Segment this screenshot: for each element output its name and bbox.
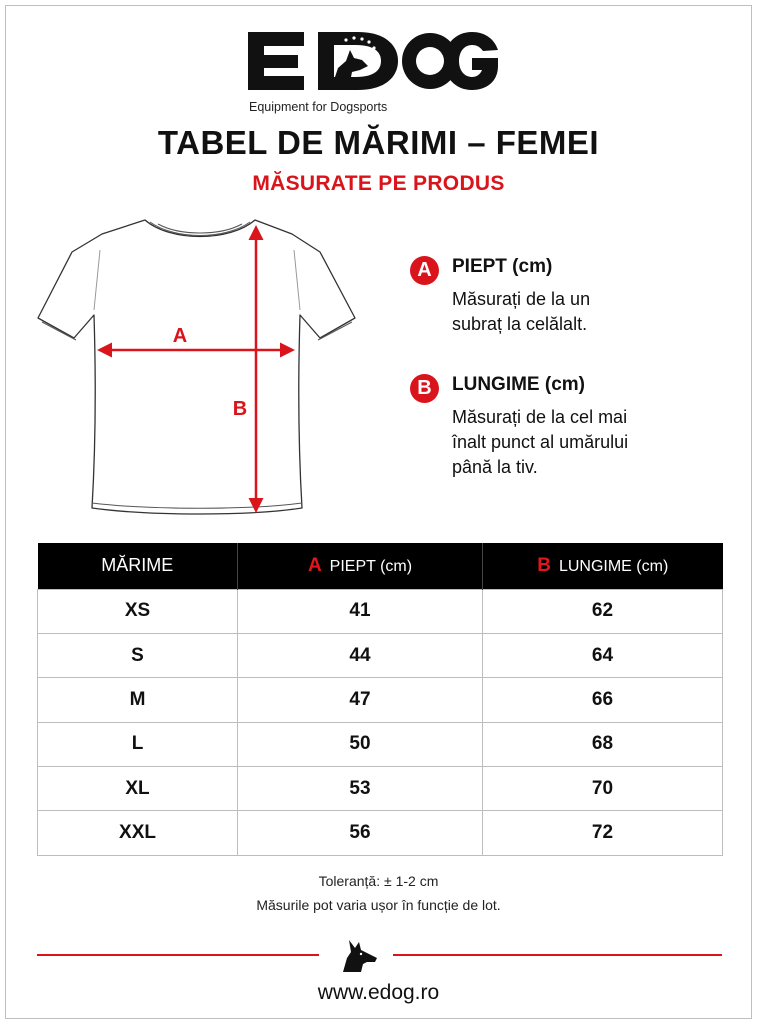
header-length: B LUNGIME (cm) (483, 543, 723, 589)
footer-divider-right (393, 954, 722, 956)
cell-chest: 56 (238, 811, 483, 855)
legend-line: Măsurați de la cel mai (452, 407, 628, 427)
cell-length: 62 (483, 589, 723, 633)
table-row (38, 678, 723, 722)
legend-marker-a: A (410, 256, 439, 285)
table-row (38, 811, 723, 855)
size-table (37, 543, 723, 856)
table-row (38, 633, 723, 677)
diagram-label-b: B (232, 398, 248, 420)
page-subtitle: MĂSURATE PE PRODUS (252, 172, 505, 195)
cell-size: XL (38, 767, 238, 811)
logo-tagline: Equipment for Dogsports (249, 100, 388, 114)
cell-length: 72 (483, 811, 723, 855)
cell-size: S (38, 633, 238, 677)
dog-head-icon (335, 934, 379, 974)
cell-chest: 50 (238, 722, 483, 766)
cell-length: 66 (483, 678, 723, 722)
cell-size: L (38, 722, 238, 766)
header-size: MĂRIME (38, 543, 238, 589)
cell-length: 68 (483, 722, 723, 766)
cell-chest: 41 (238, 589, 483, 633)
legend-line: Măsurați de la un (452, 289, 591, 309)
cell-size: M (38, 678, 238, 722)
diagram-label-a: A (172, 325, 188, 347)
footer-divider-left (37, 954, 319, 956)
legend-title-length: LUNGIME (cm) (452, 374, 585, 395)
page-title: TABEL DE MĂRIMI – FEMEI (157, 124, 600, 161)
legend-line: înalt punct al umărului (452, 432, 629, 452)
cell-chest: 47 (238, 678, 483, 722)
legend-line: până la tiv. (452, 457, 538, 477)
cell-length: 70 (483, 767, 723, 811)
legend-line: subraț la celălalt. (452, 314, 588, 334)
header-marker-b: B (537, 554, 551, 576)
cell-chest: 53 (238, 767, 483, 811)
website-url[interactable]: www.edog.ro (317, 981, 440, 1004)
legend-title-chest: PIEPT (cm) (452, 256, 553, 277)
legend-marker-b: B (410, 374, 439, 403)
cell-size: XXL (38, 811, 238, 855)
header-marker-a: A (307, 554, 322, 576)
cell-chest: 44 (238, 633, 483, 677)
tshirt-diagram (30, 210, 365, 525)
tolerance-note: Toleranță: ± 1-2 cm (318, 873, 439, 889)
table-header-row (38, 543, 723, 589)
variation-note: Măsurile pot varia ușor în funcție de lot. (256, 897, 501, 913)
cell-size: XS (38, 589, 238, 633)
edog-logo (246, 28, 500, 94)
table-row (38, 767, 723, 811)
table-row (38, 589, 723, 633)
header-chest: A PIEPT (cm) (238, 543, 483, 589)
legend-desc-chest (452, 287, 732, 337)
legend-desc-length (452, 405, 732, 480)
cell-length: 64 (483, 633, 723, 677)
table-row (38, 722, 723, 766)
